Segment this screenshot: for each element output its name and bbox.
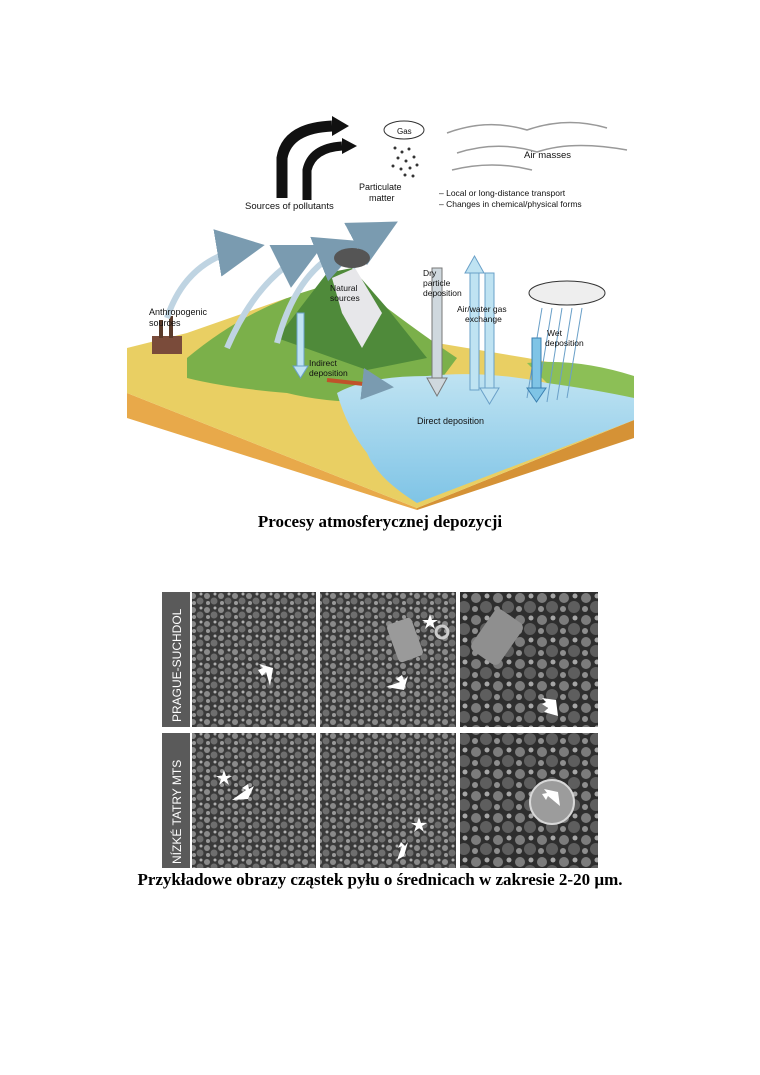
spherical-particle [530,780,574,824]
label-anthropogenic-2: sources [149,318,181,328]
label-indirect-1: Indirect [309,358,337,368]
label-direct-deposition: Direct deposition [417,416,485,426]
label-natural-2: sources [330,293,360,303]
label-air-masses: Air masses [524,150,571,161]
label-anthropogenic-1: Anthropogenic [149,307,208,317]
sem-panel [192,592,316,727]
label-dry-1: Dry [423,268,437,278]
label-natural-1: Natural [330,283,358,293]
sem-caption: Przykładowe obrazy cząstek pyłu o średnicach w zakresie 2-20 µm. [137,870,623,889]
wet-deposition-arrow [532,338,541,388]
label-dry-2: particle [423,278,451,288]
factory [152,336,182,354]
sem-panel [320,592,456,727]
sem-panel [460,733,598,868]
label-wet-2: deposition [545,338,584,348]
sem-image-grid [162,592,598,868]
volcano-smoke [334,248,370,268]
label-wet-1: Wet [547,328,562,338]
label-particulate-1: Particulate [359,182,402,192]
row-label-tatry: NÍZKÉ TATRY MTS [170,759,184,864]
air-water-exchange-arrow [470,270,479,390]
atmospheric-deposition-diagram [127,108,634,510]
air-masses-swirl [447,122,607,133]
label-dry-3: deposition [423,288,462,298]
sem-panel [192,733,316,868]
sem-panel [320,733,456,868]
diagram-caption: Procesy atmosferycznej depozycji [257,512,503,531]
sem-panel [460,592,598,727]
rain-cloud [529,281,605,305]
label-indirect-2: deposition [309,368,348,378]
label-airwater-1: Air/water gas [457,304,507,314]
label-particulate-2: matter [369,193,395,203]
label-airwater-2: exchange [465,314,502,324]
label-gas: Gas [397,127,412,136]
particulate-dots [392,147,419,178]
indirect-deposition-arrow [297,313,304,368]
label-transport-1: – Local or long-distance transport [439,188,566,198]
label-transport-2: – Changes in chemical/physical forms [439,199,582,209]
row-label-prague: PRAGUE-SUCHDOL [170,608,184,722]
label-sources-of-pollutants: Sources of pollutants [245,201,334,212]
